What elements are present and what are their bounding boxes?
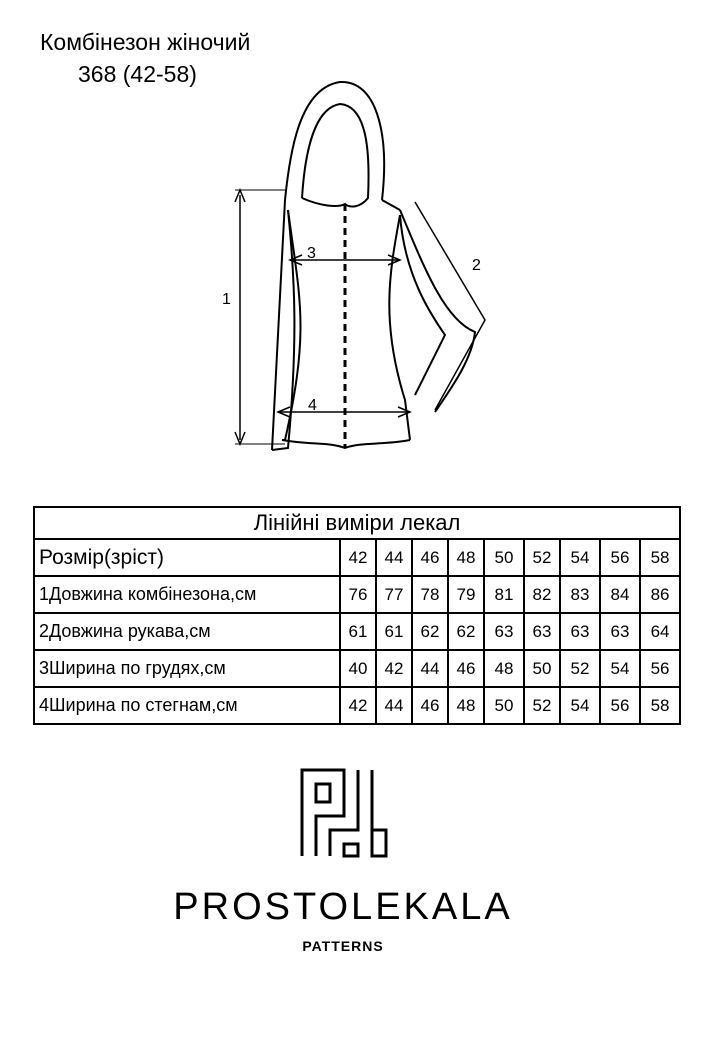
table-row <box>34 687 680 724</box>
model-code: 368 (42-58) <box>78 61 197 87</box>
value-cell: 56 <box>640 650 680 687</box>
value-cell: 46 <box>412 687 448 724</box>
value-cell: 63 <box>560 613 600 650</box>
garment-title: Комбінезон жіночий <box>40 29 251 55</box>
value-cell: 42 <box>376 650 412 687</box>
value-cell: 79 <box>448 576 484 613</box>
value-cell: 86 <box>640 576 680 613</box>
size-cell: 54 <box>560 539 600 576</box>
brand-tagline: PATTERNS <box>302 938 384 954</box>
size-cell: 48 <box>448 539 484 576</box>
table-heading: Лінійні виміри лекал <box>34 507 680 539</box>
table-row <box>34 613 680 650</box>
value-cell: 82 <box>524 576 560 613</box>
value-cell: 48 <box>448 687 484 724</box>
row-label: 2Довжина рукава,см <box>34 613 340 650</box>
value-cell: 62 <box>448 613 484 650</box>
value-cell: 54 <box>560 687 600 724</box>
table-row <box>34 539 680 576</box>
size-cell: 46 <box>412 539 448 576</box>
value-cell: 48 <box>484 650 524 687</box>
value-cell: 46 <box>448 650 484 687</box>
size-cell: 50 <box>484 539 524 576</box>
measure-label-2: 2 <box>472 257 481 274</box>
value-cell: 63 <box>600 613 640 650</box>
value-cell: 58 <box>640 687 680 724</box>
measurement-table <box>33 506 679 725</box>
value-cell: 40 <box>340 650 376 687</box>
value-cell: 50 <box>484 687 524 724</box>
brand-logo-icon <box>300 768 388 858</box>
value-cell: 54 <box>600 650 640 687</box>
value-cell: 81 <box>484 576 524 613</box>
size-cell: 58 <box>640 539 680 576</box>
size-cell: 42 <box>340 539 376 576</box>
value-cell: 42 <box>340 687 376 724</box>
value-cell: 44 <box>412 650 448 687</box>
value-cell: 52 <box>560 650 600 687</box>
value-cell: 44 <box>376 687 412 724</box>
table-row <box>34 576 680 613</box>
row-label: 4Ширина по стегнам,см <box>34 687 340 724</box>
size-cell: 44 <box>376 539 412 576</box>
value-cell: 52 <box>524 687 560 724</box>
value-cell: 76 <box>340 576 376 613</box>
measure-label-3: 3 <box>307 245 316 262</box>
size-label: Розмір(зріст) <box>34 539 340 576</box>
value-cell: 77 <box>376 576 412 613</box>
garment-sketch <box>210 70 510 460</box>
brand-name: PROSTOLEKALA <box>173 886 513 928</box>
value-cell: 63 <box>524 613 560 650</box>
size-cell: 52 <box>524 539 560 576</box>
value-cell: 50 <box>524 650 560 687</box>
value-cell: 78 <box>412 576 448 613</box>
measure-label-1: 1 <box>222 291 231 308</box>
row-label: 3Ширина по грудях,см <box>34 650 340 687</box>
value-cell: 56 <box>600 687 640 724</box>
value-cell: 61 <box>376 613 412 650</box>
measure-label-4: 4 <box>308 397 317 414</box>
value-cell: 83 <box>560 576 600 613</box>
value-cell: 84 <box>600 576 640 613</box>
table-row <box>34 650 680 687</box>
value-cell: 63 <box>484 613 524 650</box>
value-cell: 61 <box>340 613 376 650</box>
row-label: 1Довжина комбінезона,см <box>34 576 340 613</box>
size-cell: 56 <box>600 539 640 576</box>
value-cell: 64 <box>640 613 680 650</box>
value-cell: 62 <box>412 613 448 650</box>
